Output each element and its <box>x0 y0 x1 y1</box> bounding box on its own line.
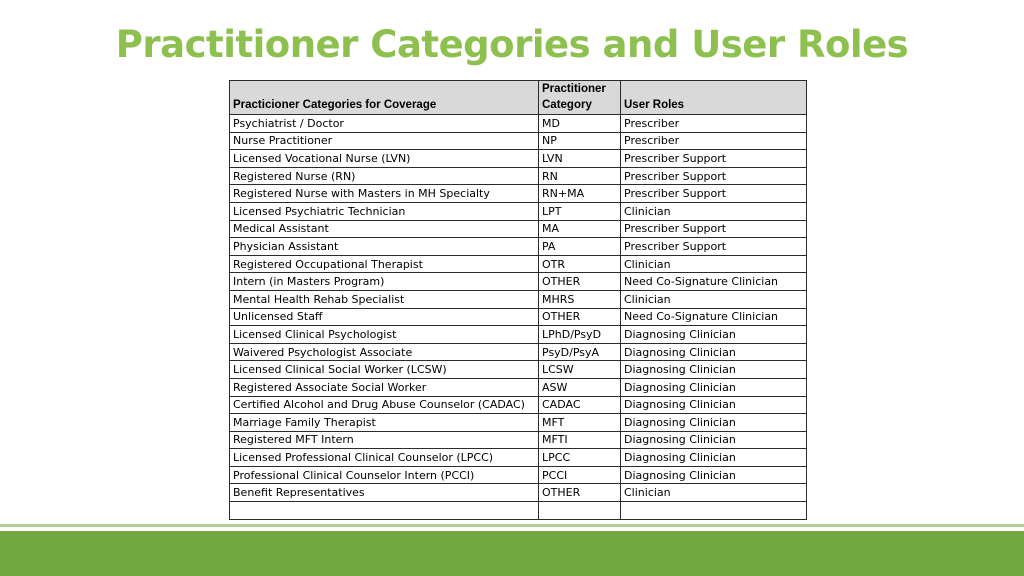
cell-role: Prescriber <box>621 132 807 150</box>
cell-code: LVN <box>539 150 621 168</box>
cell-category: Certified Alcohol and Drug Abuse Counselor (CADAC) <box>230 396 539 414</box>
cell-code: CADAC <box>539 396 621 414</box>
cell-role: Diagnosing Clinician <box>621 361 807 379</box>
cell-category: Marriage Family Therapist <box>230 414 539 432</box>
column-header-code: Practitioner Category <box>539 81 621 115</box>
table-row <box>230 115 807 133</box>
cell-role <box>621 502 807 520</box>
cell-role: Prescriber Support <box>621 220 807 238</box>
cell-category: Unlicensed Staff <box>230 308 539 326</box>
table-row <box>230 414 807 432</box>
table-row <box>230 343 807 361</box>
cell-category: Licensed Clinical Psychologist <box>230 326 539 344</box>
table-row <box>230 273 807 291</box>
cell-code: MHRS <box>539 290 621 308</box>
table-row <box>230 255 807 273</box>
cell-role: Clinician <box>621 202 807 220</box>
table-row <box>230 396 807 414</box>
cell-category: Registered Nurse with Masters in MH Specialty <box>230 185 539 203</box>
table-row <box>230 167 807 185</box>
cell-category: Mental Health Rehab Specialist <box>230 290 539 308</box>
cell-category: Nurse Practitioner <box>230 132 539 150</box>
table-row <box>230 431 807 449</box>
cell-role: Diagnosing Clinician <box>621 466 807 484</box>
cell-role: Prescriber Support <box>621 167 807 185</box>
cell-role: Diagnosing Clinician <box>621 343 807 361</box>
table-row <box>230 449 807 467</box>
cell-code: OTR <box>539 255 621 273</box>
table-row <box>230 132 807 150</box>
cell-category: Registered MFT Intern <box>230 431 539 449</box>
cell-code: OTHER <box>539 273 621 291</box>
cell-category: Licensed Psychiatric Technician <box>230 202 539 220</box>
cell-role: Diagnosing Clinician <box>621 449 807 467</box>
table-row <box>230 185 807 203</box>
cell-role: Diagnosing Clinician <box>621 378 807 396</box>
cell-code: RN <box>539 167 621 185</box>
table-row <box>230 290 807 308</box>
cell-role: Need Co-Signature Clinician <box>621 273 807 291</box>
cell-code: LPCC <box>539 449 621 467</box>
table-row <box>230 238 807 256</box>
footer-accent-bar <box>0 531 1024 576</box>
cell-code: NP <box>539 132 621 150</box>
cell-role: Prescriber Support <box>621 238 807 256</box>
table-row <box>230 308 807 326</box>
cell-category: Intern (in Masters Program) <box>230 273 539 291</box>
table-row <box>230 484 807 502</box>
cell-role: Diagnosing Clinician <box>621 326 807 344</box>
cell-role: Clinician <box>621 290 807 308</box>
cell-role: Clinician <box>621 255 807 273</box>
cell-category: Licensed Professional Clinical Counselor (LPCC) <box>230 449 539 467</box>
cell-role: Clinician <box>621 484 807 502</box>
cell-code <box>539 502 621 520</box>
cell-code: PCCI <box>539 466 621 484</box>
cell-category: Licensed Clinical Social Worker (LCSW) <box>230 361 539 379</box>
cell-code: MA <box>539 220 621 238</box>
cell-category: Registered Nurse (RN) <box>230 167 539 185</box>
cell-code: RN+MA <box>539 185 621 203</box>
table-row <box>230 220 807 238</box>
table-row <box>230 202 807 220</box>
table-row <box>230 378 807 396</box>
cell-category: Professional Clinical Counselor Intern (PCCI) <box>230 466 539 484</box>
cell-code: ASW <box>539 378 621 396</box>
footer-accent-line <box>0 524 1024 527</box>
cell-role: Prescriber Support <box>621 150 807 168</box>
cell-code: LPhD/PsyD <box>539 326 621 344</box>
table-header-row <box>230 81 807 115</box>
table-body <box>230 115 807 520</box>
cell-category <box>230 502 539 520</box>
cell-code: PA <box>539 238 621 256</box>
cell-role: Prescriber <box>621 115 807 133</box>
cell-category: Waivered Psychologist Associate <box>230 343 539 361</box>
cell-code: PsyD/PsyA <box>539 343 621 361</box>
cell-category: Medical Assistant <box>230 220 539 238</box>
table-row <box>230 150 807 168</box>
cell-category: Registered Associate Social Worker <box>230 378 539 396</box>
table-row <box>230 466 807 484</box>
cell-code: LPT <box>539 202 621 220</box>
cell-code: OTHER <box>539 308 621 326</box>
cell-role: Need Co-Signature Clinician <box>621 308 807 326</box>
column-header-role: User Roles <box>621 81 807 115</box>
cell-category: Benefit Representatives <box>230 484 539 502</box>
cell-code: LCSW <box>539 361 621 379</box>
table-row <box>230 502 807 520</box>
cell-category: Registered Occupational Therapist <box>230 255 539 273</box>
column-header-category: Practicioner Categories for Coverage <box>230 81 539 115</box>
cell-category: Physician Assistant <box>230 238 539 256</box>
table-row <box>230 361 807 379</box>
cell-role: Diagnosing Clinician <box>621 414 807 432</box>
cell-code: OTHER <box>539 484 621 502</box>
page-title: Practitioner Categories and User Roles <box>115 23 909 66</box>
roles-table <box>229 80 807 520</box>
cell-code: MFT <box>539 414 621 432</box>
cell-role: Diagnosing Clinician <box>621 396 807 414</box>
cell-category: Psychiatrist / Doctor <box>230 115 539 133</box>
cell-code: MFTI <box>539 431 621 449</box>
cell-code: MD <box>539 115 621 133</box>
cell-category: Licensed Vocational Nurse (LVN) <box>230 150 539 168</box>
cell-role: Diagnosing Clinician <box>621 431 807 449</box>
table-row <box>230 326 807 344</box>
cell-role: Prescriber Support <box>621 185 807 203</box>
